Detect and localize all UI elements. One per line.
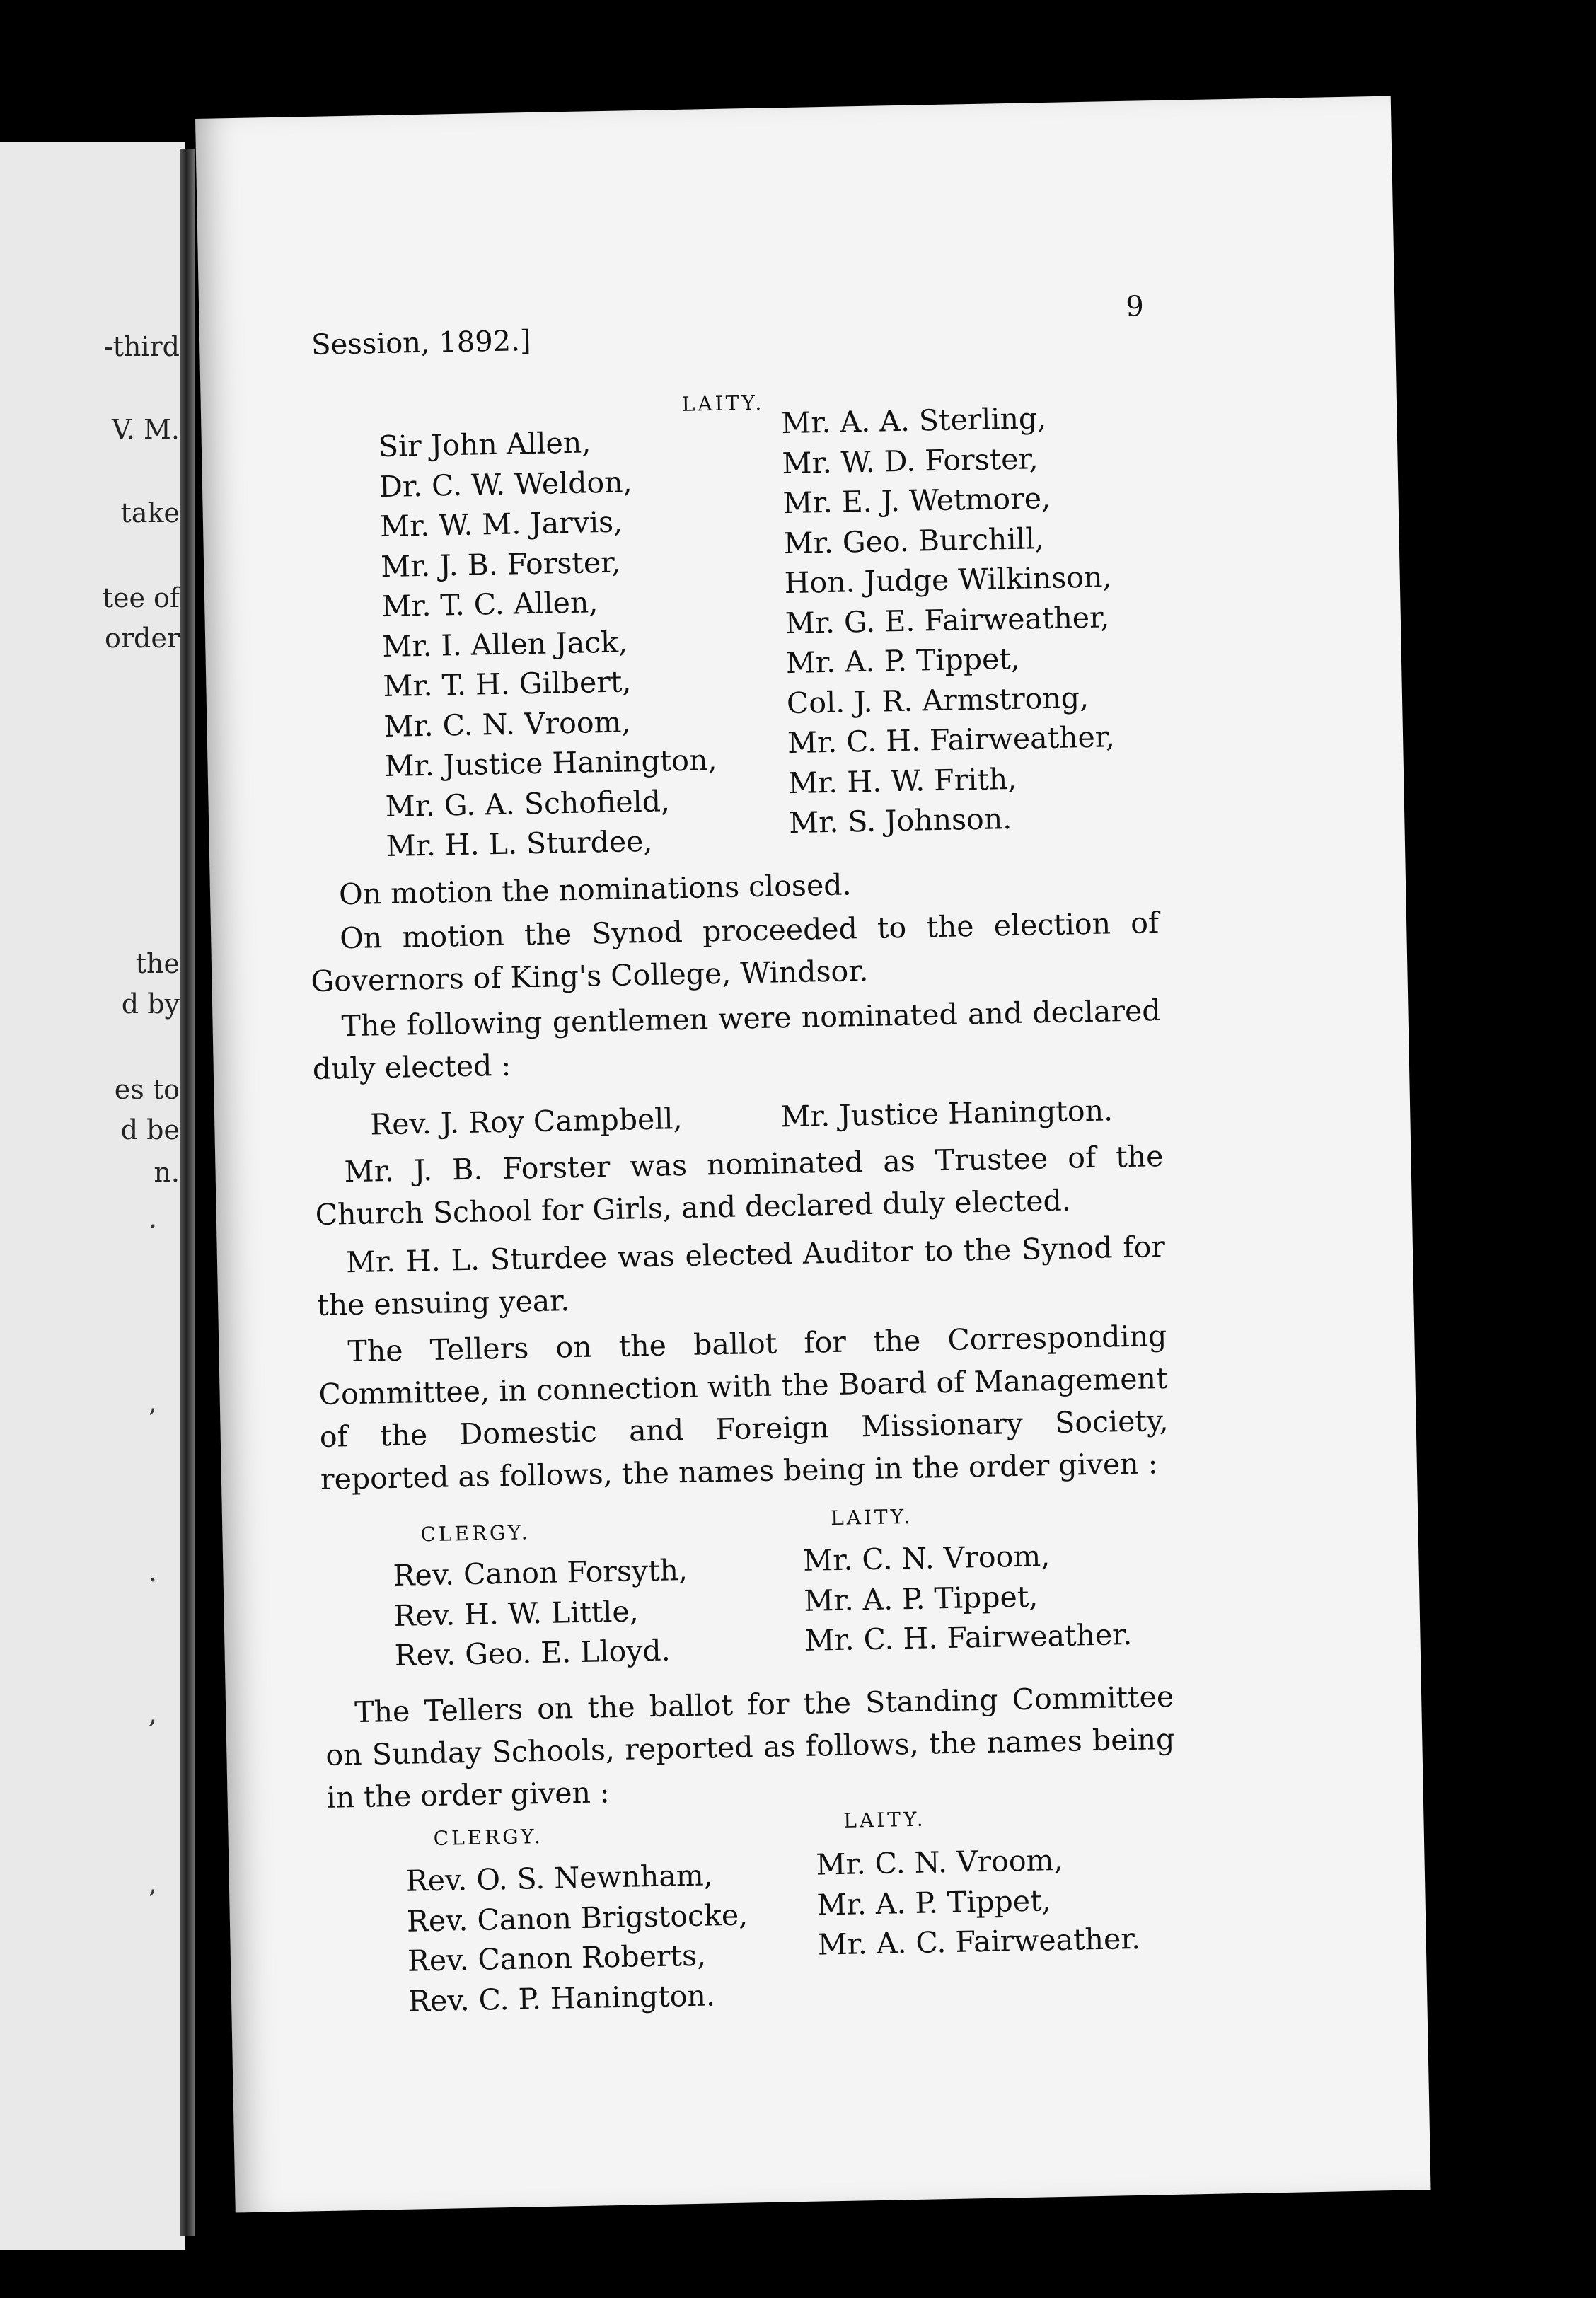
paragraph-nominated-declared	[311, 989, 1162, 1090]
laity-name: Mr. Justice Hanington,	[384, 743, 717, 784]
laity-name: Mr. A. C. Fairweather.	[817, 1921, 1141, 1962]
laity-name: Mr. Geo. Burchill,	[783, 521, 1045, 560]
laity-right-column	[781, 397, 1117, 843]
page-number: 9	[1125, 290, 1145, 323]
laity-name: Mr. S. Johnson.	[788, 802, 1012, 841]
laity-name: Mr. H. W. Frith,	[787, 761, 1017, 800]
facing-page-fragment: .	[148, 1203, 157, 1234]
paragraph-text: Mr. J. B. Forster was nominated as Trustee of the Church School for Girls, and declared duly elected.	[315, 1139, 1164, 1232]
paragraph-corresponding-committee	[318, 1315, 1169, 1501]
laity-name: Mr. A. P. Tippet,	[816, 1883, 1051, 1922]
laity-name: Mr. G. E. Fairweather,	[785, 599, 1110, 640]
document-page	[195, 96, 1431, 2213]
laity-name: Dr. C. W. Weldon,	[378, 464, 633, 504]
laity-name: Mr. E. J. Wetmore,	[782, 480, 1051, 521]
facing-page-fragment: d be	[120, 1114, 180, 1145]
facing-page-fragment: d by	[121, 988, 180, 1020]
laity-name: Mr. H. L. Sturdee,	[386, 824, 653, 864]
facing-page-fragment: es to	[114, 1074, 180, 1105]
sunday-clergy-column	[405, 1854, 749, 2021]
facing-page-fragment: n.	[154, 1157, 180, 1188]
laity-name: Sir John Allen,	[378, 425, 591, 464]
paragraph-text: The following gentlemen were nominated and declared duly elected :	[312, 993, 1161, 1087]
facing-page-fragment: take	[120, 497, 180, 529]
laity-name: Mr. C. N. Vroom,	[816, 1842, 1063, 1882]
laity-name: Col. J. R. Armstrong,	[786, 680, 1089, 720]
laity-name: Mr. C. N. Vroom,	[802, 1539, 1051, 1578]
paragraph-text: On motion the nominations closed.	[338, 867, 852, 912]
facing-page-fragment: ,	[148, 1868, 157, 1899]
laity-name: Mr. G. A. Schofield,	[385, 783, 671, 824]
facing-page-edge	[0, 142, 185, 2250]
facing-page-fragment: V. M.	[112, 414, 180, 445]
laity-left-column	[378, 420, 719, 866]
running-head: Session, 1892.]	[311, 324, 531, 362]
elected-governors-row	[369, 1093, 1114, 1142]
clergy-heading: CLERGY.	[433, 1825, 544, 1850]
clergy-name: Rev. Geo. E. Lloyd.	[394, 1633, 671, 1673]
paragraph-text: Mr. H. L. Sturdee was elected Auditor to the Synod for the ensuing year.	[316, 1229, 1166, 1322]
paragraph-text: The Tellers on the ballot for the Standing Committee on Sunday Schools, reported as follows, the names being in the order given :	[325, 1679, 1175, 1815]
facing-page-fragment: the	[135, 948, 180, 979]
laity-name: Mr. J. B. Forster,	[380, 545, 621, 584]
laity-name: Mr. C. N. Vroom,	[383, 704, 631, 744]
laity-heading: LAITY.	[830, 1504, 913, 1530]
clergy-heading: CLERGY.	[420, 1520, 531, 1547]
laity-heading: LAITY.	[681, 391, 765, 416]
laity-name: Mr. A. A. Sterling,	[780, 400, 1047, 441]
laity-name: Mr. I. Allen Jack,	[381, 624, 628, 664]
clergy-name: Rev. Canon Roberts,	[407, 1938, 707, 1978]
facing-page-fragment: ,	[148, 1387, 157, 1418]
paragraph-auditor	[316, 1225, 1166, 1327]
laity-name: Mr. T. C. Allen,	[381, 585, 598, 624]
laity-name: Mr. W. M. Jarvis,	[379, 504, 623, 544]
laity-name: Mr. T. H. Gilbert,	[382, 664, 632, 704]
paragraph-sunday-schools	[325, 1675, 1176, 1819]
clergy-name: Rev. Canon Brigstocke,	[406, 1897, 748, 1939]
facing-page-fragment: .	[148, 1557, 157, 1588]
book-gutter	[180, 149, 195, 2236]
clergy-name: Rev. H. W. Little,	[393, 1593, 640, 1633]
facing-page-fragment: ,	[148, 1698, 157, 1729]
laity-heading: LAITY.	[843, 1807, 926, 1832]
laity-name: Mr. W. D. Forster,	[782, 441, 1039, 480]
elected-governor: Mr. Justice Hanington.	[780, 1093, 1114, 1134]
laity-name: Mr. A. P. Tippet,	[785, 641, 1021, 681]
clergy-name: Rev. O. S. Newnham,	[405, 1858, 714, 1898]
laity-name: Mr. C. H. Fairweather,	[787, 720, 1116, 761]
paragraph-governors-election	[310, 901, 1160, 1003]
facing-page-fragment: -third	[103, 331, 180, 362]
sunday-laity-column	[816, 1839, 1141, 1965]
elected-governor: Rev. J. Roy Campbell,	[369, 1102, 683, 1142]
corresponding-clergy-column	[393, 1550, 690, 1675]
paragraph-church-school-trustee	[314, 1135, 1164, 1236]
clergy-name: Rev. C. P. Hanington.	[407, 1977, 716, 2019]
facing-page-fragment: order	[104, 623, 180, 654]
facing-page-fragment: tee of	[102, 582, 180, 613]
clergy-name: Rev. Canon Forsyth,	[393, 1553, 688, 1593]
laity-name: Mr. A. P. Tippet,	[803, 1579, 1039, 1618]
laity-name: Hon. Judge Wilkinson,	[784, 560, 1112, 601]
paragraph-text: The Tellers on the ballot for the Corresponding Committee, in connection with the Board of Management of the Domestic and Foreign Missionary Society, reported as follows, the names being in the order given :	[318, 1318, 1169, 1496]
corresponding-laity-column	[803, 1535, 1133, 1661]
laity-name: Mr. C. H. Fairweather.	[804, 1617, 1133, 1658]
paragraph-text: On motion the Synod proceeded to the election of Governors of King's College, Windsor.	[310, 906, 1160, 999]
